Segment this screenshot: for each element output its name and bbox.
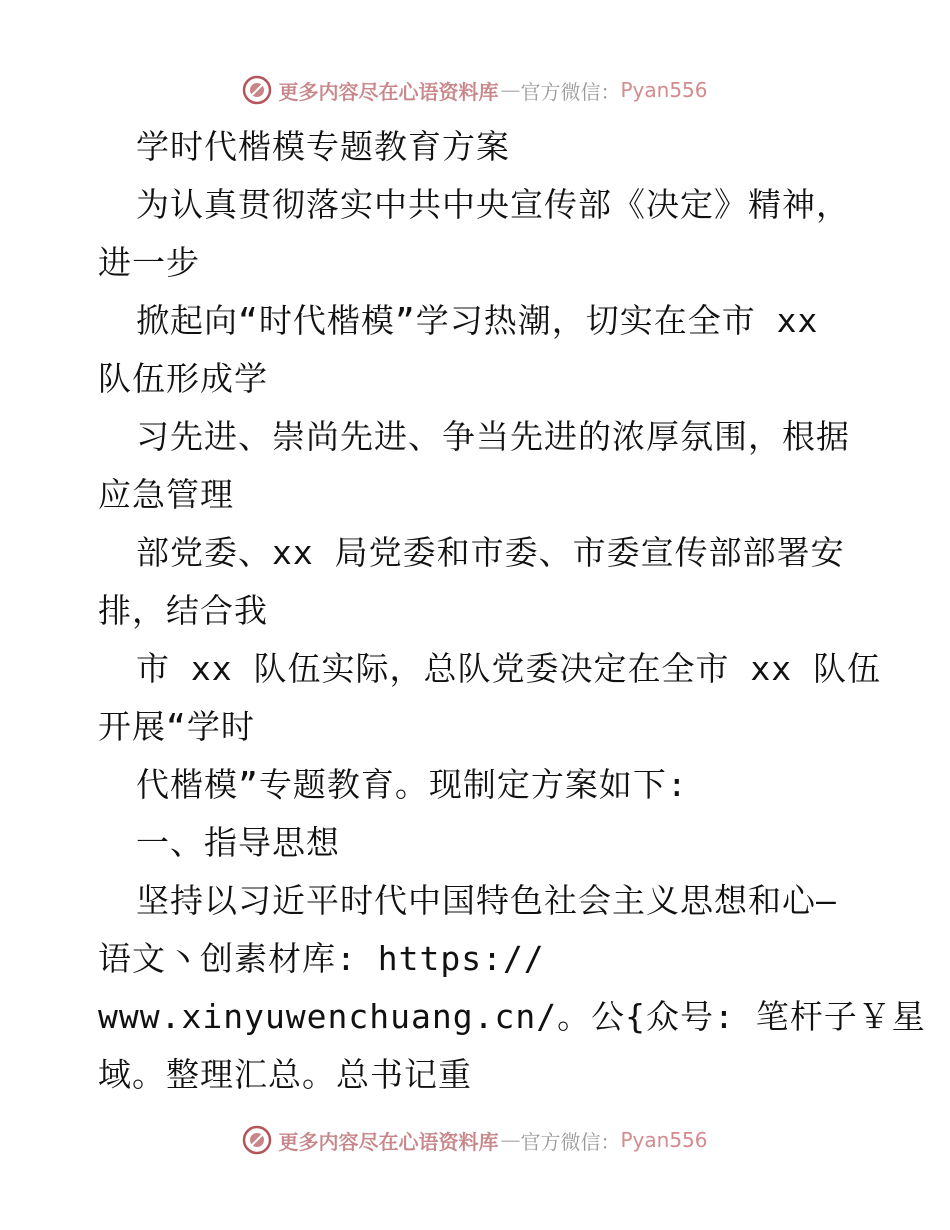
text-line: www.xinyuwenchuang.cn/。公{众号: 笔杆子￥星: [98, 997, 926, 1036]
text-line: 排，结合我: [98, 591, 268, 630]
watermark-wechat-label: 官方微信：: [520, 1129, 621, 1154]
text-line: 队伍形成学: [98, 359, 268, 398]
footer-watermark: [0, 1120, 950, 1160]
text-line: 学时代楷模专题教育方案: [136, 127, 510, 166]
watermark-brand: 更多内容尽在心语资料库: [278, 79, 499, 104]
text-line: 应急管理: [98, 475, 234, 514]
seal-logo-icon: [242, 1125, 272, 1155]
text-line: 坚持以习近平时代中国特色社会主义思想和心—: [136, 881, 837, 920]
text-line: 一、指导思想: [136, 823, 340, 862]
watermark-wechat-label: 官方微信：: [520, 79, 621, 104]
text-line: 代楷模”专题教育。现制定方案如下:: [136, 765, 688, 804]
watermark-handle: Pyan556: [620, 78, 708, 102]
text-line: 进一步: [98, 243, 200, 282]
text-line: 语文丶创素材库: https://: [98, 939, 545, 978]
watermark-brand: 更多内容尽在心语资料库: [278, 1129, 499, 1154]
document-body: [98, 118, 926, 1104]
text-line: 开展“学时: [98, 707, 255, 746]
text-line: 域。整理汇总。总书记重: [98, 1055, 472, 1094]
watermark-separator: —: [500, 1128, 519, 1152]
seal-logo-icon: [242, 75, 272, 105]
text-line: 为认真贯彻落实中共中央宣传部《决定》精神，: [136, 185, 850, 224]
watermark-handle: Pyan556: [620, 1128, 708, 1152]
text-line: 掀起向“时代楷模”学习热潮，切实在全市 xx: [136, 301, 819, 340]
watermark-separator: —: [500, 78, 519, 102]
text-line: 习先进、崇尚先进、争当先进的浓厚氛围，根据: [136, 417, 850, 456]
text-line: 市 xx 队伍实际，总队党委决定在全市 xx 队伍: [136, 649, 881, 688]
header-watermark: [0, 70, 950, 110]
text-line: 部党委、xx 局党委和市委、市委宣传部部署安: [136, 533, 845, 572]
